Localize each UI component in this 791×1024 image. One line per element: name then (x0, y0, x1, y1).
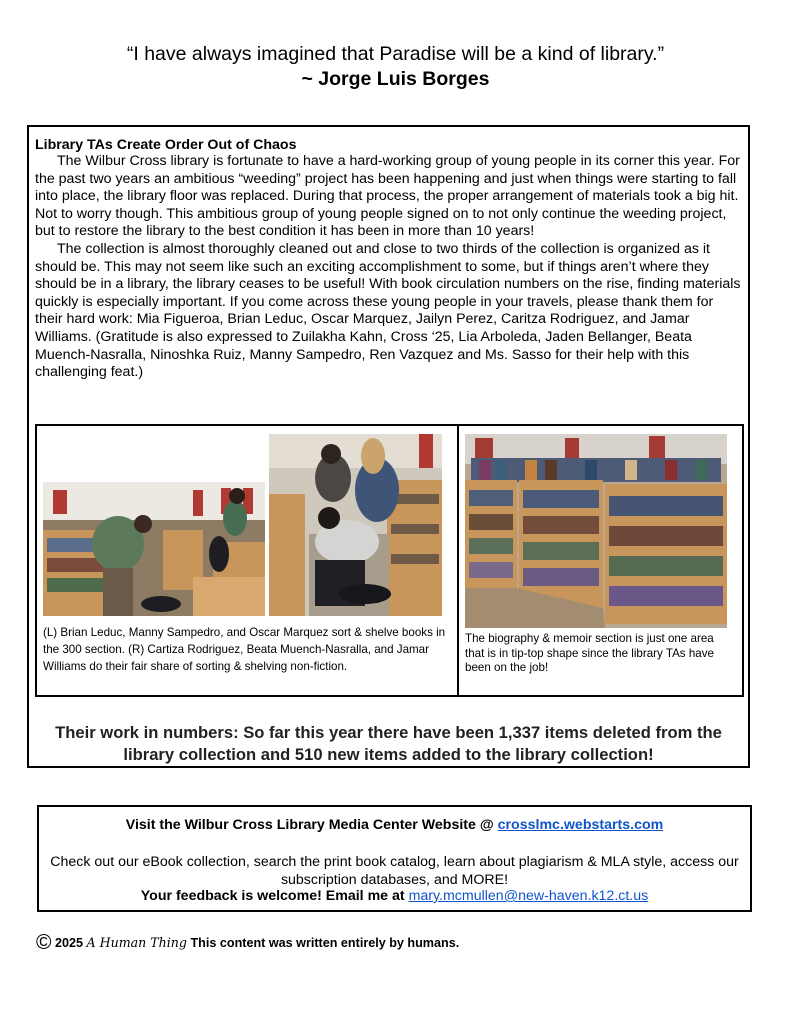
email-link[interactable]: mary.mcmullen@new-haven.k12.ct.us (408, 888, 649, 904)
article-paragraph: The collection is almost thoroughly cleaned out and close to two thirds of the collection is organized as it should be. This may not seem like such an exciting accomplishment to some, but if things aren’t where they should be in a library, the library ceases to be useful! With book circulation numbers on the rise, finding materials quickly is especially important. If you come across these young people in your travels, please thank them for their hard work: Mia Figueroa, Brian Leduc, Oscar Marquez, Jailyn Perez, Caritza Rodriguez, and Jamar Williams. (Gratitude is also expressed to Zuilakha Kahn, Cross ‘25, Lia Arboleda, Jaden Bellanger, Beata Muench-Nasralla, Ninoshka Ruiz, Manny Sampedro, Ren Vazquez and Ms. Sasso for their help with this challenging feat.) (35, 240, 741, 381)
footer-statement: This content was written entirely by humans. (190, 936, 460, 950)
visit-text: Visit the Wilbur Cross Library Media Center Website @ (125, 817, 498, 833)
quote-block (0, 42, 791, 92)
photo-divider (457, 426, 459, 695)
article-paragraph: The Wilbur Cross library is fortunate to have a hard-working group of young people in its corner this year. For the past two years an ambitious “weeding” project has been happening and just when things were starting to fall into place, the library floor was replaced. During that process, the proper arrangement of materials took a big hit. Not to worry though. This ambitious group of young people signed on to not only continue the weeding project, but to restore the library to the best condition it has been in more than 10 years! (35, 153, 740, 240)
work-numbers: Their work in numbers: So far this year there have been 1,337 items deleted from the library collection and 510 new items added to the library collection! (55, 723, 722, 764)
article-body (35, 153, 743, 382)
photo-caption-right: The biography & memoir section is just one area that is in tip-top shape since the library TAs have been on the job! (465, 632, 714, 674)
footer-year: 2025 (54, 936, 84, 950)
feedback-text: Your feedback is welcome! Email me at (140, 888, 409, 904)
photo-students-sorting (43, 482, 265, 616)
quote-author: ~ Jorge Luis Borges (301, 68, 490, 90)
visit-box (37, 805, 752, 912)
human-badge: A Human Thing (86, 935, 187, 950)
photo-row (35, 424, 744, 697)
photo-biography-shelves (465, 434, 727, 628)
photo-caption-left: (L) Brian Leduc, Manny Sampedro, and Oscar Marquez sort & shelve books in the 300 section. (R) Cartiza Rodriguez, Beata Muench-Nasralla, and Jamar Williams do their fair share of sorting & shelving non-fiction. (43, 626, 446, 673)
feedback-line (39, 887, 750, 905)
quote-text: “I have always imagined that Paradise will be a kind of library.” (126, 43, 665, 65)
footer (36, 933, 459, 953)
copyright-icon: © (36, 931, 52, 954)
article-title: Library TAs Create Order Out of Chaos (35, 137, 297, 153)
services-text: Check out our eBook collection, search the print book catalog, learn about plagiarism & MLA style, access our subscription databases, and MORE! (50, 854, 739, 888)
article-box (27, 125, 750, 768)
website-link[interactable]: crosslmc.webstarts.com (497, 817, 664, 833)
photo-students-shelving (269, 434, 442, 616)
visit-line (39, 816, 750, 834)
